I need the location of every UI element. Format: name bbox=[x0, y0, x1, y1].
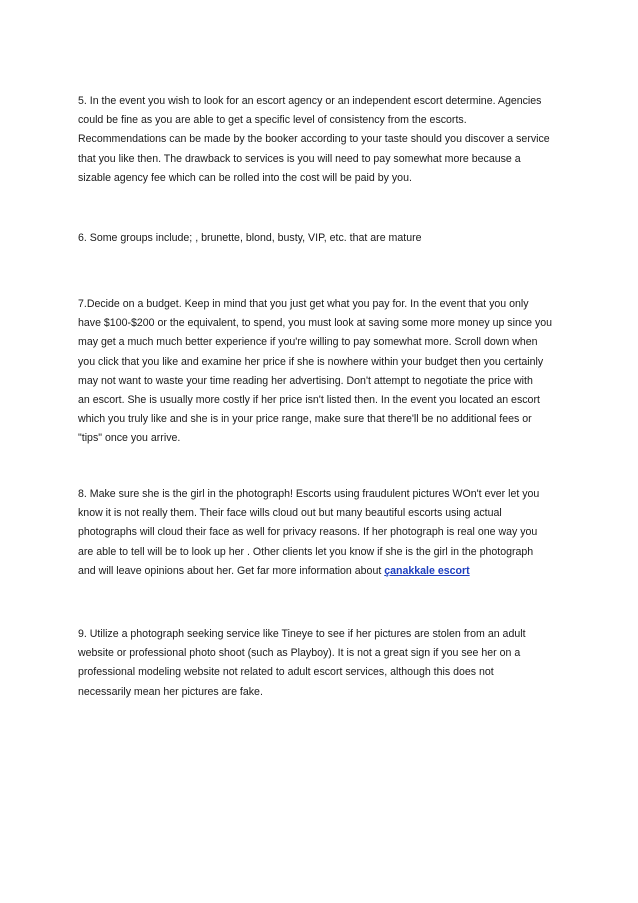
text-line: which you truly like and she is in your price range, make sure that there'll be no additional fees or bbox=[78, 413, 532, 426]
text-line: sizable agency fee which can be rolled into the cost will be paid by you. bbox=[78, 171, 412, 184]
text-line: an escort. She is usually more costly if her price isn't listed then. In the event you located an escort bbox=[78, 393, 540, 406]
text-line: 7.Decide on a budget. Keep in mind that you just get what you pay for. In the event that you only bbox=[78, 298, 529, 310]
paragraph-5 bbox=[78, 92, 578, 188]
text-line: 9. Utilize a photograph seeking service like Tineye to see if her pictures are stolen from an adult bbox=[78, 628, 526, 640]
text-line: website or professional photo shoot (such as Playboy). It is not a great sign if you see her on a bbox=[78, 647, 521, 660]
text-line: have $100-$200 or the equivalent, to spend, you must look at saving some more money up since you bbox=[78, 317, 553, 330]
text-line: "tips" once you arrive. bbox=[78, 432, 181, 445]
text-line: 6. Some groups include; , brunette, blond, busty, VIP, etc. that are mature bbox=[78, 232, 422, 244]
text-line: professional modeling website not related to adult escort services, although this does not bbox=[78, 666, 494, 679]
text-line-with-link bbox=[78, 562, 578, 581]
text-line: may get a much much better experience if you're willing to pay somewhat more. Scroll down when bbox=[78, 336, 538, 349]
text-line: photographs will cloud their face as well for privacy reasons. If her photograph is real one way you bbox=[78, 526, 538, 539]
paragraph-8 bbox=[78, 485, 578, 581]
text-line: you click that you like and examine her price if she is nowhere within your budget then you certainly bbox=[78, 355, 544, 368]
text-line: are able to tell will be to look up her . Other clients let you know if she is the girl in the photograph bbox=[78, 545, 534, 558]
paragraph-6 bbox=[78, 229, 578, 248]
paragraph-7 bbox=[78, 295, 578, 449]
text-line: know it is not really them. Their face wills cloud out but many beautiful escorts using actual bbox=[78, 507, 502, 520]
text-line: 5. In the event you wish to look for an escort agency or an independent escort determine. Agencies bbox=[78, 95, 542, 107]
text-line: Recommendations can be made by the booker according to your taste should you discover a service bbox=[78, 133, 550, 146]
paragraph-9 bbox=[78, 625, 578, 702]
text-line: could be fine as you are able to get a specific level of consistency from the escorts. bbox=[78, 114, 467, 127]
text-line: 8. Make sure she is the girl in the photograph! Escorts using fraudulent pictures WOn't ever let you bbox=[78, 488, 540, 500]
text-line: necessarily mean her pictures are fake. bbox=[78, 685, 263, 698]
text-line: that you like then. The drawback to services is you will need to pay somewhat more because a bbox=[78, 152, 521, 165]
canakkale-escort-link[interactable]: çanakkale escort bbox=[384, 564, 470, 577]
text-run: and will leave opinions about her. Get far more information about bbox=[78, 564, 385, 577]
text-line: may not want to waste your time reading her advertising. Don't attempt to negotiate the price with bbox=[78, 374, 533, 387]
